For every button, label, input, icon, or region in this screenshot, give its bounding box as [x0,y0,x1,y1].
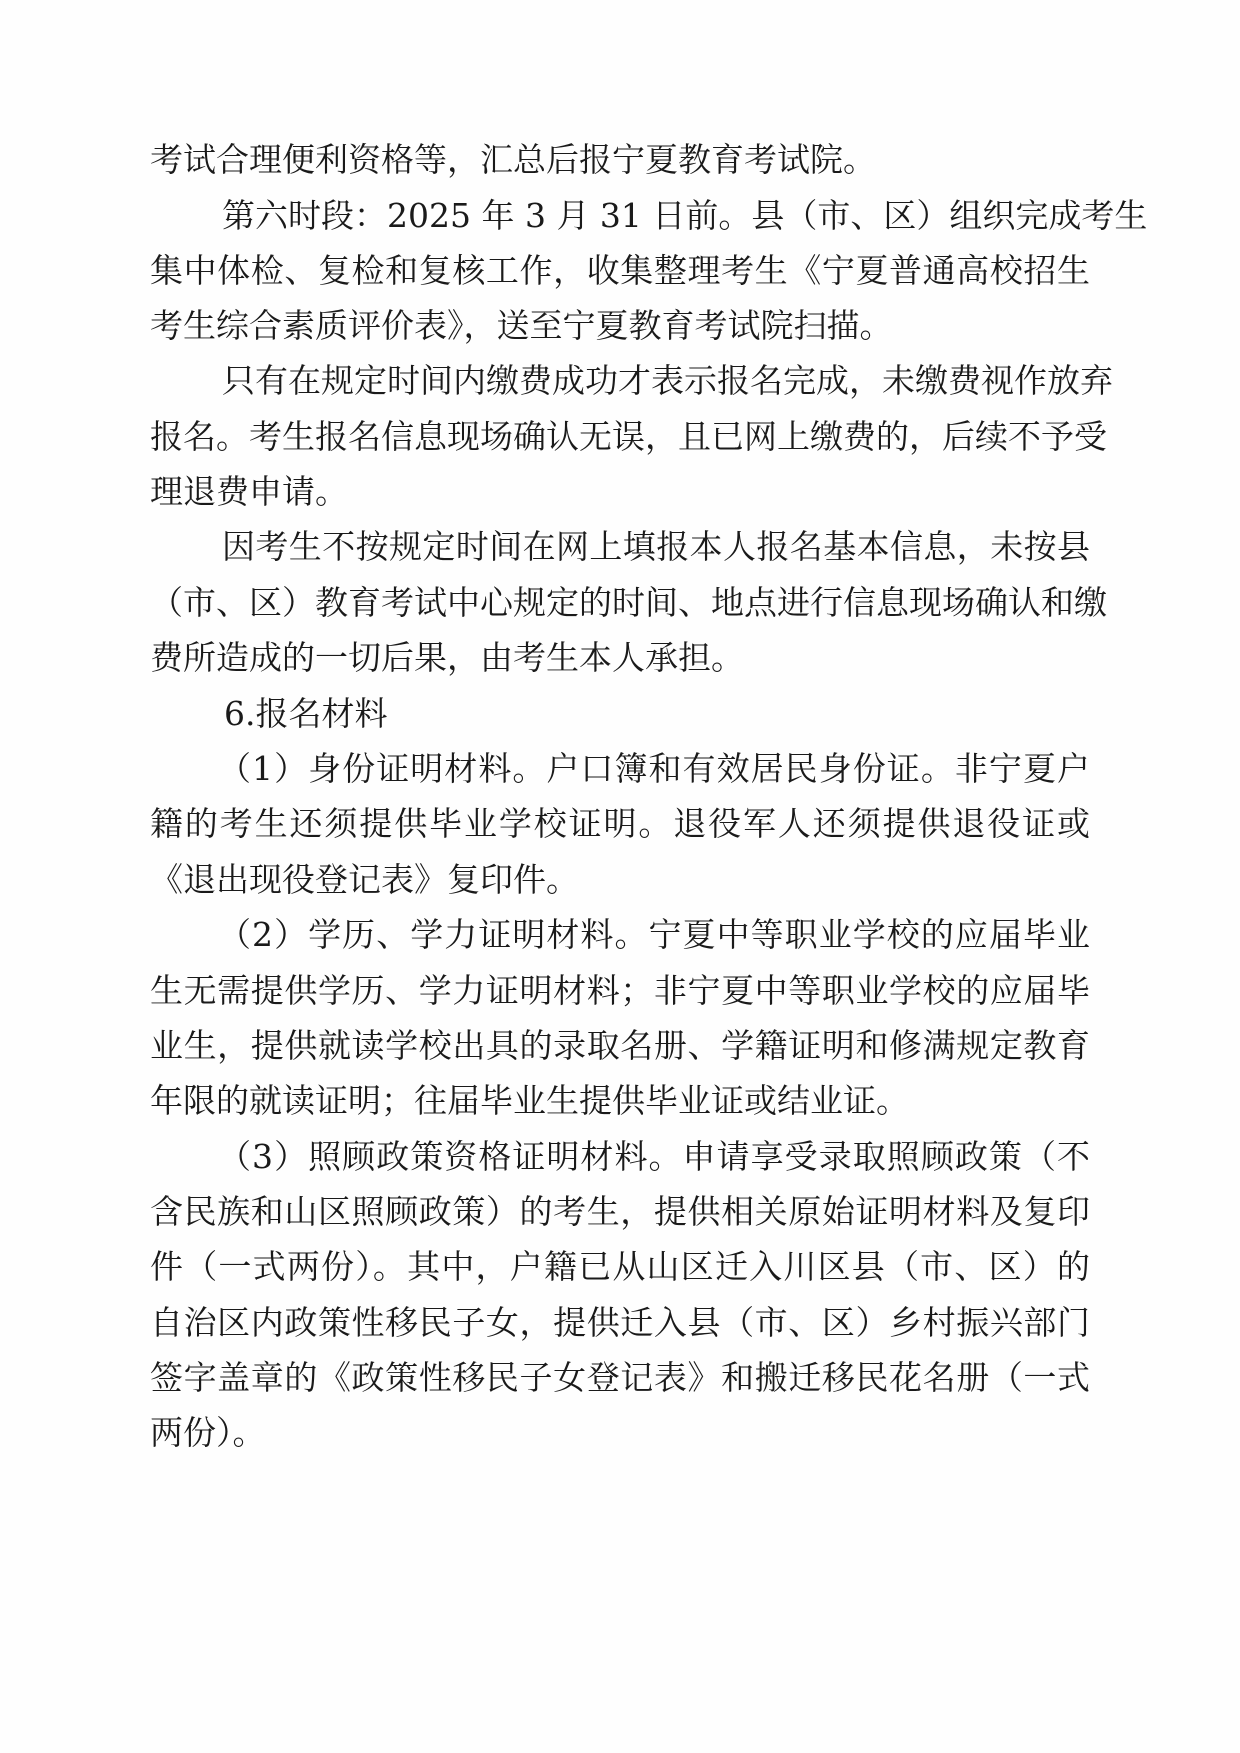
text-line: 理退费申请。 [150,472,348,511]
text-line: 籍的考生还须提供毕业学校证明。退役军人还须提供退役证或 [150,804,1090,843]
text-line: 两份）。 [150,1413,266,1452]
text-line: 报名。考生报名信息现场确认无误，且已网上缴费的，后续不予受 [150,417,1107,456]
section-heading-registration-materials: 6.报名材料 [224,694,388,733]
paragraph-sixth-period: 第六时段：2025 年 3 月 31 日前。县（市、区）组织完成考生 [222,196,1148,235]
text-line: 《退出现役登记表》复印件。 [150,860,579,899]
text-line-continuation: 考试合理便利资格等，汇总后报宁夏教育考试院。 [150,140,876,179]
text-line: 含民族和山区照顾政策）的考生，提供相关原始证明材料及复印 [150,1192,1090,1231]
text-line: 年限的就读证明；往届毕业生提供毕业证或结业证。 [150,1081,909,1120]
paragraph-payment: 只有在规定时间内缴费成功才表示报名完成，未缴费视作放弃 [222,361,1113,400]
paragraph-consequences: 因考生不按规定时间在网上填报本人报名基本信息，未按县 [222,527,1090,566]
text-line: 业生，提供就读学校出具的录取名册、学籍证明和修满规定教育 [150,1026,1090,1065]
text-line: 自治区内政策性移民子女，提供迁入县（市、区）乡村振兴部门 [150,1303,1090,1342]
text-line: 考生综合素质评价表》，送至宁夏教育考试院扫描。 [150,306,893,345]
text-line: （市、区）教育考试中心规定的时间、地点进行信息现场确认和缴 [150,583,1107,622]
text-line: 集中体检、复检和复核工作，收集整理考生《宁夏普通高校招生 [150,251,1090,290]
item-2-education-materials: （2）学历、学力证明材料。宁夏中等职业学校的应届毕业 [218,915,1090,954]
text-line: 生无需提供学历、学力证明材料；非宁夏中等职业学校的应届毕 [150,971,1090,1010]
item-3-policy-materials: （3）照顾政策资格证明材料。申请享受录取照顾政策（不 [218,1137,1090,1176]
text-line: 费所造成的一切后果，由考生本人承担。 [150,638,744,677]
item-1-identity-materials: （1）身份证明材料。户口簿和有效居民身份证。非宁夏户 [218,749,1090,788]
text-line: 签字盖章的《政策性移民子女登记表》和搬迁移民花名册（一式 [150,1358,1090,1397]
text-line: 件（一式两份）。其中，户籍已从山区迁入川区县（市、区）的 [150,1247,1090,1286]
